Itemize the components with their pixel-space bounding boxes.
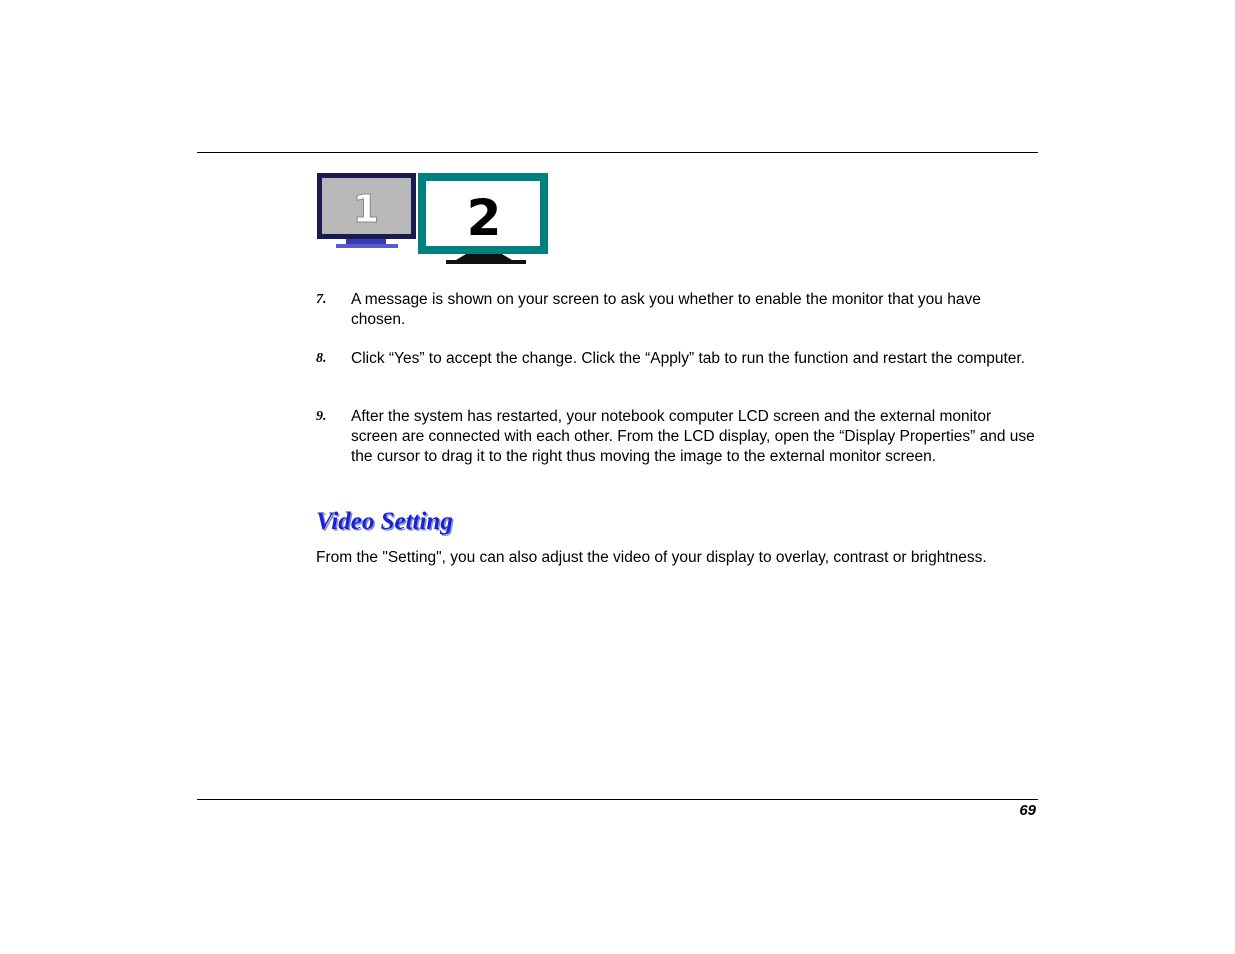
dual-monitor-illustration bbox=[316, 172, 550, 268]
step-number: 7. bbox=[316, 292, 327, 307]
step-number: 9. bbox=[316, 409, 327, 424]
step-text: After the system has restarted, your notebook computer LCD screen and the external monitor screen are connected with each other. From the LCD display, open the “Display Properties” and use the cursor to drag it to the right thus moving the image to the external monitor screen. bbox=[351, 408, 1035, 465]
monitor-1-label: 1 bbox=[352, 187, 380, 231]
monitor-2-icon bbox=[418, 173, 548, 264]
step-number: 8. bbox=[316, 351, 327, 366]
header-rule bbox=[197, 152, 1038, 153]
page-number: 69 bbox=[1019, 802, 1036, 819]
step-text: Click “Yes” to accept the change. Click the “Apply” tab to run the function and restart the computer. bbox=[351, 350, 1026, 367]
section-body: From the "Setting", you can also adjust the video of your display to overlay, contrast or brightness. bbox=[316, 549, 987, 566]
monitor-1-icon bbox=[317, 173, 416, 248]
step-text: A message is shown on your screen to ask you whether to enable the monitor that you have chosen. bbox=[351, 291, 981, 328]
monitor-2-label: 2 bbox=[466, 189, 502, 247]
footer-rule bbox=[197, 799, 1038, 800]
section-title: Video Setting bbox=[316, 508, 453, 535]
